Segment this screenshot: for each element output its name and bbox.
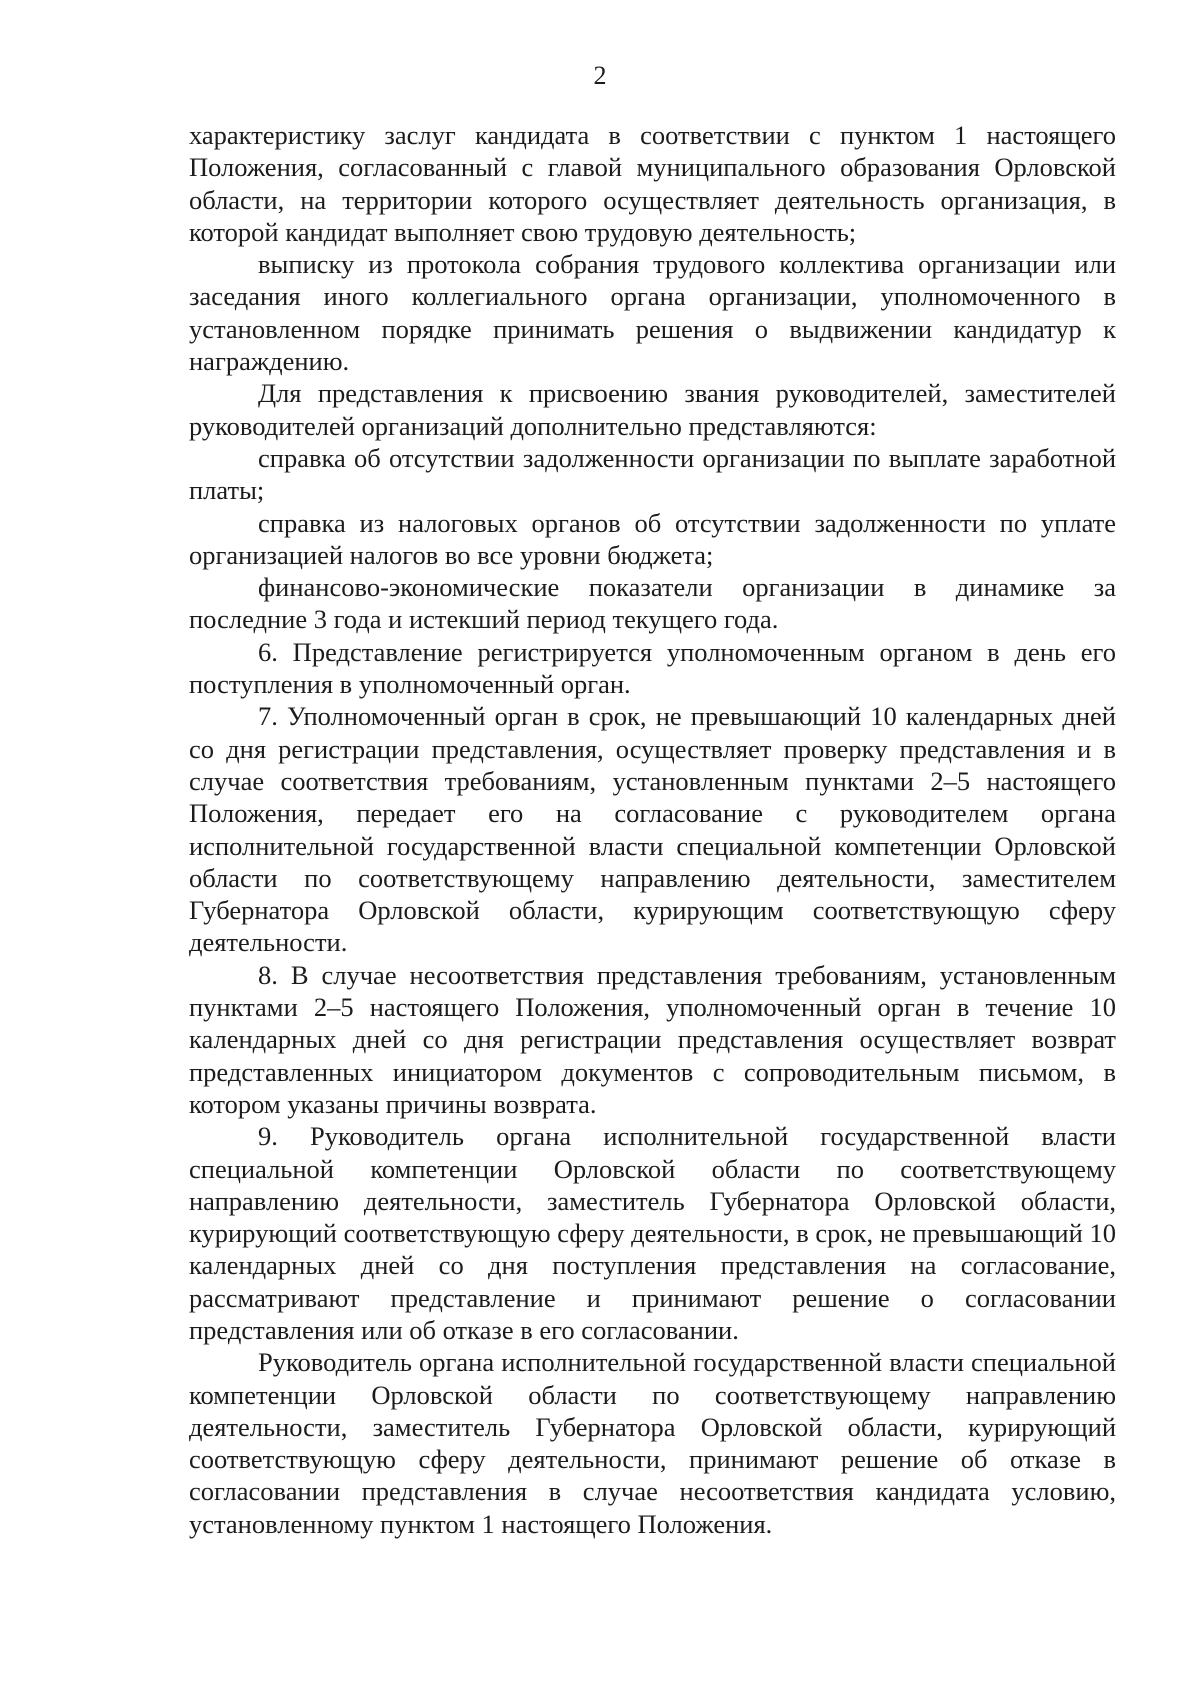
paragraph: Для представления к присвоению звания руководителей, заместителей руководителей организаций дополнительно представляются: (189, 378, 1116, 441)
paragraph: 8. В случае несоответствия представления требованиям, установленным пунктами 2–5 настоящего Положения, уполномоченный орган в течение 10 календарных дней со дня регистрации представления осуществляет возврат представленных инициатором документов с сопроводительным письмом, в котором указаны причины возврата. (189, 959, 1116, 1119)
paragraph: 9. Руководитель органа исполнительной государственной власти специальной компетенции Орловской области по соответствующему направлению деятельности, заместитель Губернатора Орловской области, курирующий соответствующую сферу деятельности, в срок, не превышающий 10 календарных дней со дня поступления представления на согласование, рассматривают представление и принимают решение о согласовании представления или об отказе в его согласовании. (189, 1121, 1116, 1345)
paragraph: выписку из протокола собрания трудового коллектива организации или заседания иного коллегиального органа организации, уполномоченного в установленном порядке принимать решения о выдвижении кандидатур к награждению. (189, 249, 1116, 377)
paragraph: 6. Представление регистрируется уполномоченным органом в день его поступления в уполномоченный орган. (189, 636, 1116, 700)
paragraph: Руководитель органа исполнительной государственной власти специальной компетенции Орловской области по соответствующему направлению деятельности, заместитель Губернатора Орловской области, курирующий соответствующую сферу деятельности, принимают решение об отказе в согласовании представления в случае несоответствия кандидата условию, установленному пунктом 1 настоящего Положения. (189, 1347, 1116, 1539)
paragraph: справка об отсутствии задолженности организации по выплате заработной платы; (189, 442, 1116, 506)
paragraph: справка из налоговых органов об отсутствии задолженности по уплате организацией налогов во все уровни бюджета; (189, 507, 1116, 570)
page-number: 2 (593, 61, 607, 90)
paragraph: финансово-экономические показатели организации в динамике за последние 3 года и истекший период текущего года. (189, 572, 1116, 635)
paragraph: 7. Уполномоченный орган в срок, не превышающий 10 календарных дней со дня регистрации представления, осуществляет проверку представления и в случае соответствия требованиям, установленным пунктами 2–5 настоящего Положения, передает его на согласование с руководителем органа исполнительной государственной власти специальной компетенции Орловской области по соответствующему направлению деятельности, заместителем Губернатора Орловской области, курирующим соответствующую сферу деятельности. (189, 701, 1116, 958)
paragraph: характеристику заслуг кандидата в соответствии с пунктом 1 настоящего Положения, согласованный с главой муниципального образования Орловской области, на территории которого осуществляет деятельность организация, в которой кандидат выполняет свою трудовую деятельность; (189, 120, 1116, 247)
document-body (189, 119, 1116, 1540)
